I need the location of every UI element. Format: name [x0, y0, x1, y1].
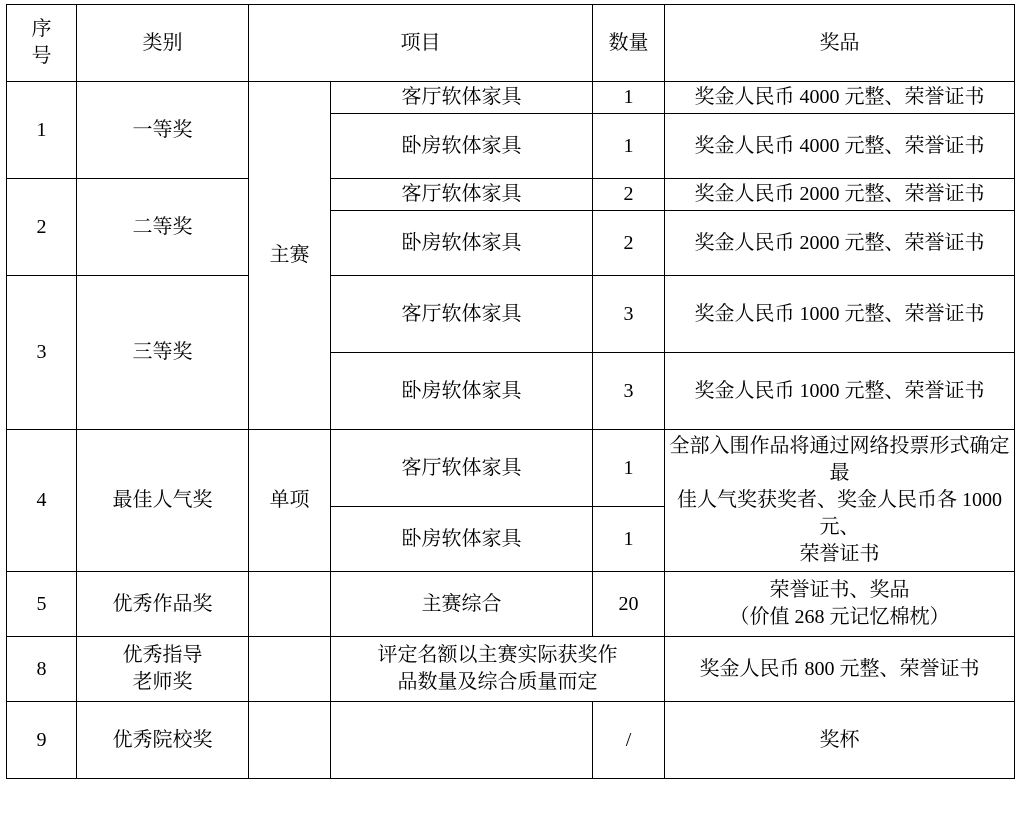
- cell-item: 客厅软体家具: [331, 179, 593, 211]
- cell-item: 卧房软体家具: [331, 353, 593, 430]
- prize-line: 荣誉证书: [799, 543, 880, 565]
- column-header-sequence-line1: 序: [31, 18, 52, 40]
- table-row: [7, 572, 1015, 637]
- category-line: 老师奖: [132, 671, 193, 693]
- cell-sequence: 5: [7, 572, 77, 637]
- cell-prize: 奖金人民币 800 元整、荣誉证书: [665, 637, 1015, 702]
- table-row: [7, 179, 1015, 211]
- award-table: [6, 4, 1015, 779]
- cell-sequence: 8: [7, 637, 77, 702]
- cell-item: 卧房软体家具: [331, 211, 593, 276]
- cell-quantity: 1: [593, 430, 665, 507]
- column-header-sequence-line2: 号: [31, 45, 52, 67]
- cell-prize: 奖金人民币 4000 元整、荣誉证书: [665, 82, 1015, 114]
- cell-quantity: 1: [593, 82, 665, 114]
- cell-sequence: 2: [7, 179, 77, 276]
- cell-prize: [665, 572, 1015, 637]
- cell-item-note: [331, 637, 665, 702]
- cell-group-empty: [249, 702, 331, 779]
- column-header-prize: 奖品: [665, 5, 1015, 82]
- cell-quantity: /: [593, 702, 665, 779]
- prize-line: 全部入围作品将通过网络投票形式确定最: [669, 435, 1010, 484]
- table-row: [7, 637, 1015, 702]
- table-row: [7, 702, 1015, 779]
- cell-sequence: 3: [7, 276, 77, 430]
- table-row: [7, 430, 1015, 507]
- note-line: 品数量及综合质量而定: [397, 671, 598, 693]
- cell-item: 主赛综合: [331, 572, 593, 637]
- prize-line: （价值 268 元记忆棉枕）: [729, 606, 950, 628]
- cell-group-single: 单项: [249, 430, 331, 572]
- cell-item: 客厅软体家具: [331, 430, 593, 507]
- cell-sequence: 9: [7, 702, 77, 779]
- cell-category: 三等奖: [77, 276, 249, 430]
- cell-group-main: 主赛: [249, 82, 331, 430]
- cell-quantity: 2: [593, 211, 665, 276]
- cell-prize: 奖金人民币 1000 元整、荣誉证书: [665, 276, 1015, 353]
- cell-item: 客厅软体家具: [331, 82, 593, 114]
- table-row: [7, 82, 1015, 114]
- cell-quantity: 2: [593, 179, 665, 211]
- cell-quantity: 1: [593, 507, 665, 572]
- cell-category: 最佳人气奖: [77, 430, 249, 572]
- cell-group-empty: [249, 572, 331, 637]
- table-row: [7, 276, 1015, 353]
- cell-item: 客厅软体家具: [331, 276, 593, 353]
- cell-sequence: 4: [7, 430, 77, 572]
- cell-prize: 奖金人民币 2000 元整、荣誉证书: [665, 179, 1015, 211]
- column-header-category: 类别: [77, 5, 249, 82]
- cell-sequence: 1: [7, 82, 77, 179]
- note-line: 评定名额以主赛实际获奖作: [377, 644, 618, 666]
- cell-quantity: 20: [593, 572, 665, 637]
- cell-item: 卧房软体家具: [331, 507, 593, 572]
- cell-quantity: 1: [593, 114, 665, 179]
- cell-prize: 奖金人民币 1000 元整、荣誉证书: [665, 353, 1015, 430]
- cell-prize: 奖杯: [665, 702, 1015, 779]
- column-header-sequence: [7, 5, 77, 82]
- cell-prize: 奖金人民币 4000 元整、荣誉证书: [665, 114, 1015, 179]
- cell-quantity: 3: [593, 353, 665, 430]
- prize-line: 佳人气奖获奖者、奖金人民币各 1000 元、: [677, 489, 1002, 538]
- category-line: 优秀指导: [122, 644, 203, 666]
- cell-category: 二等奖: [77, 179, 249, 276]
- cell-item: [331, 702, 593, 779]
- cell-category: 优秀作品奖: [77, 572, 249, 637]
- prize-line: 荣誉证书、奖品: [769, 579, 910, 601]
- cell-category: 一等奖: [77, 82, 249, 179]
- table-header-row: [7, 5, 1015, 82]
- cell-category: [77, 637, 249, 702]
- cell-group-empty: [249, 637, 331, 702]
- table-body: [7, 82, 1015, 779]
- column-header-quantity: 数量: [593, 5, 665, 82]
- cell-quantity: 3: [593, 276, 665, 353]
- column-header-item: 项目: [249, 5, 593, 82]
- cell-prize: [665, 430, 1015, 572]
- table-header: [7, 5, 1015, 82]
- cell-item: 卧房软体家具: [331, 114, 593, 179]
- cell-prize: 奖金人民币 2000 元整、荣誉证书: [665, 211, 1015, 276]
- cell-category: 优秀院校奖: [77, 702, 249, 779]
